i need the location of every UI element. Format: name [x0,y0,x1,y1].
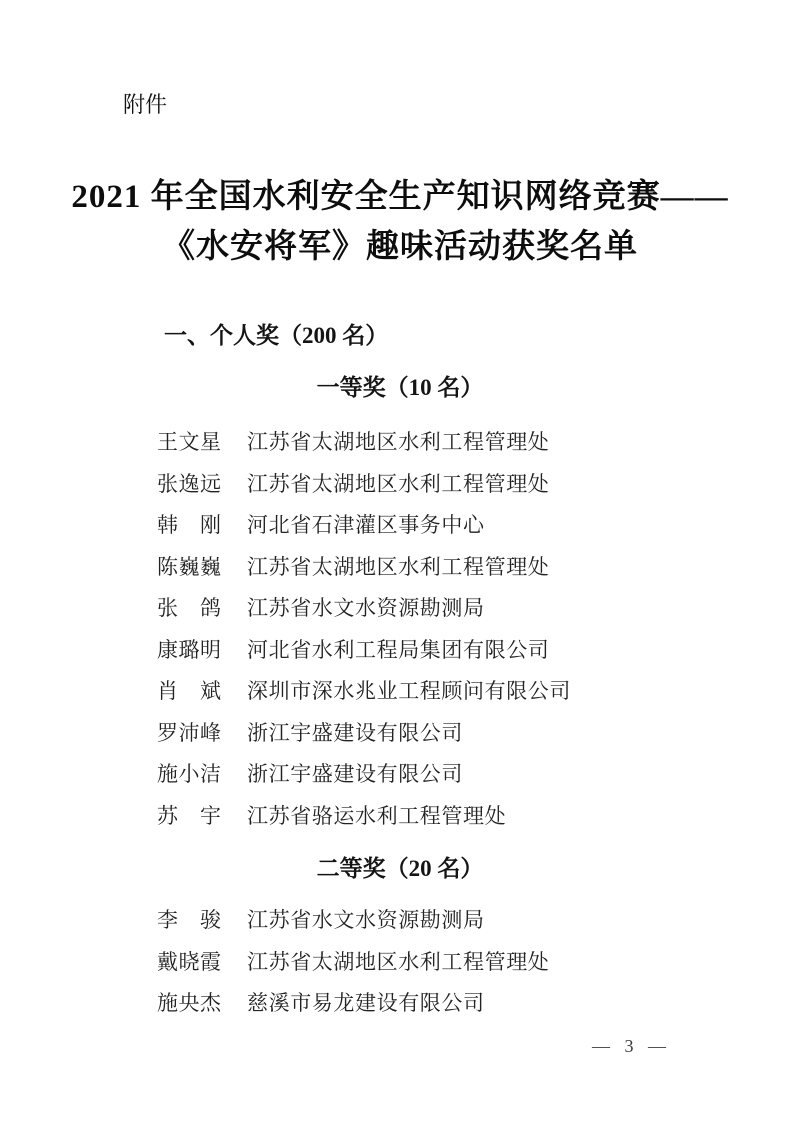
individual-award-heading: 一、个人奖（200 名） [164,323,389,348]
winner-organization: 江苏省太湖地区水利工程管理处 [247,949,550,974]
winner-name: 李 骏 [157,908,222,932]
winner-organization: 江苏省太湖地区水利工程管理处 [247,554,550,579]
winner-name: 戴晓霞 [157,949,222,974]
winner-organization: 深圳市深水兆业工程顾问有限公司 [247,679,571,703]
winner-name: 施小洁 [157,762,222,786]
winner-name: 陈巍巍 [157,554,222,579]
winner-organization: 河北省水利工程局集团有限公司 [247,637,550,662]
winner-organization: 河北省石津灌区事务中心 [247,513,485,537]
document-title [0,172,800,272]
winner-row [157,514,571,536]
document-title-line1: 2021 年全国水利安全生产知识网络竞赛—— [71,179,729,215]
winner-row [157,680,571,702]
winner-name: 康璐明 [157,637,222,662]
page-number: — 3 — [592,1036,666,1056]
winner-row [157,909,549,931]
second-prize-winner-list [157,909,549,1014]
winner-name: 王文星 [157,430,222,454]
winner-row [157,639,571,661]
attachment-label: 附件 [123,92,168,117]
first-prize-winner-list [157,431,571,827]
winner-organization: 江苏省太湖地区水利工程管理处 [247,430,550,454]
winner-row [157,951,549,973]
winner-organization: 江苏省太湖地区水利工程管理处 [247,471,550,496]
winner-name: 张 鸽 [157,596,222,620]
first-prize-heading: 一等奖（10 名） [316,375,484,400]
winner-row [157,556,571,578]
winner-name: 施央杰 [157,991,222,1015]
winner-row [157,722,571,744]
winner-row [157,431,571,453]
winner-row [157,763,571,785]
winner-name: 张逸远 [157,471,222,496]
winner-organization: 江苏省水文水资源勘测局 [247,908,485,932]
document-title-line2: 《水安将军》趣味活动获奖名单 [162,229,638,265]
winner-name: 苏 宇 [157,803,222,828]
winner-organization: 慈溪市易龙建设有限公司 [247,991,485,1015]
winner-name: 肖 斌 [157,679,222,703]
winner-organization: 浙江宇盛建设有限公司 [247,720,463,745]
winner-row [157,473,571,495]
winner-row [157,805,571,827]
winner-organization: 浙江宇盛建设有限公司 [247,762,463,786]
winner-name: 罗沛峰 [157,720,222,745]
second-prize-heading: 二等奖（20 名） [316,856,484,881]
winner-row [157,992,549,1014]
winner-organization: 江苏省水文水资源勘测局 [247,596,485,620]
winner-organization: 江苏省骆运水利工程管理处 [247,803,507,828]
winner-name: 韩 刚 [157,513,222,537]
winner-row [157,597,571,619]
